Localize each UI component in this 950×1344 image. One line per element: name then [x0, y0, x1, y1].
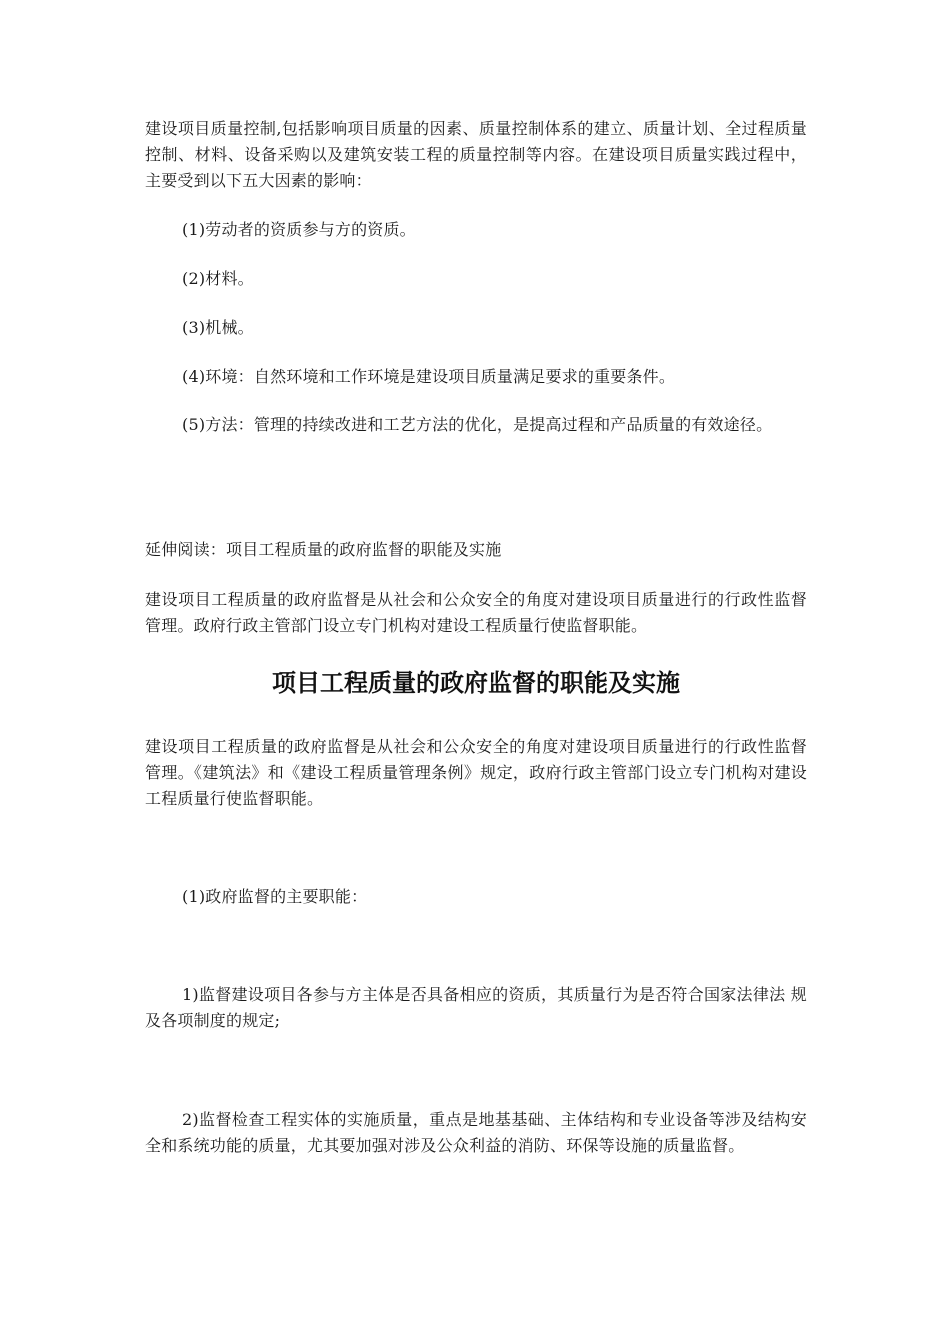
function-item-1: 1)监督建设项目各参与方主体是否具备相应的资质，其质量行为是否符合国家法律法 规及各项制度的规定; [145, 985, 807, 1030]
factor-item-1: (1)劳动者的资质参与方的资质。 [182, 220, 416, 239]
factor-item-2: (2)材料。 [182, 269, 254, 288]
factor-item-3: (3)机械。 [182, 318, 254, 337]
section-heading: (1)政府监督的主要职能： [182, 887, 368, 906]
article-intro: 建设项目工程质量的政府监督是从社会和公众安全的角度对建设项目质量进行的行政性监督管理。《建筑法》和《建设工程质量管理条例》规定，政府行政主管部门设立专门机构对建设工程质量行使监督职能。 [145, 737, 807, 808]
factor-item-5: (5)方法：管理的持续改进和工艺方法的优化，是提高过程和产品质量的有效途径。 [182, 415, 773, 434]
article-title: 项目工程质量的政府监督的职能及实施 [272, 669, 680, 697]
function-item-2: 2)监督检查工程实体的实施质量，重点是地基基础、主体结构和专业设备等涉及结构安全和系统功能的质量，尤其要加强对涉及公众利益的消防、环保等设施的质量监督。 [145, 1110, 807, 1155]
extended-reading-label: 延伸阅读：项目工程质量的政府监督的职能及实施 [145, 540, 502, 559]
factor-item-4: (4)环境：自然环境和工作环境是建设项目质量满足要求的重要条件。 [182, 367, 676, 386]
intro-paragraph: 建设项目质量控制,包括影响项目质量的因素、质量控制体系的建立、质量计划、全过程质量控制、材料、设备采购以及建筑安装工程的质量控制等内容。在建设项目质量实践过程中，主要受到以下五大因素的影响： [145, 119, 807, 190]
extended-summary: 建设项目工程质量的政府监督是从社会和公众安全的角度对建设项目质量进行的行政性监督管理。政府行政主管部门设立专门机构对建设工程质量行使监督职能。 [145, 590, 807, 635]
